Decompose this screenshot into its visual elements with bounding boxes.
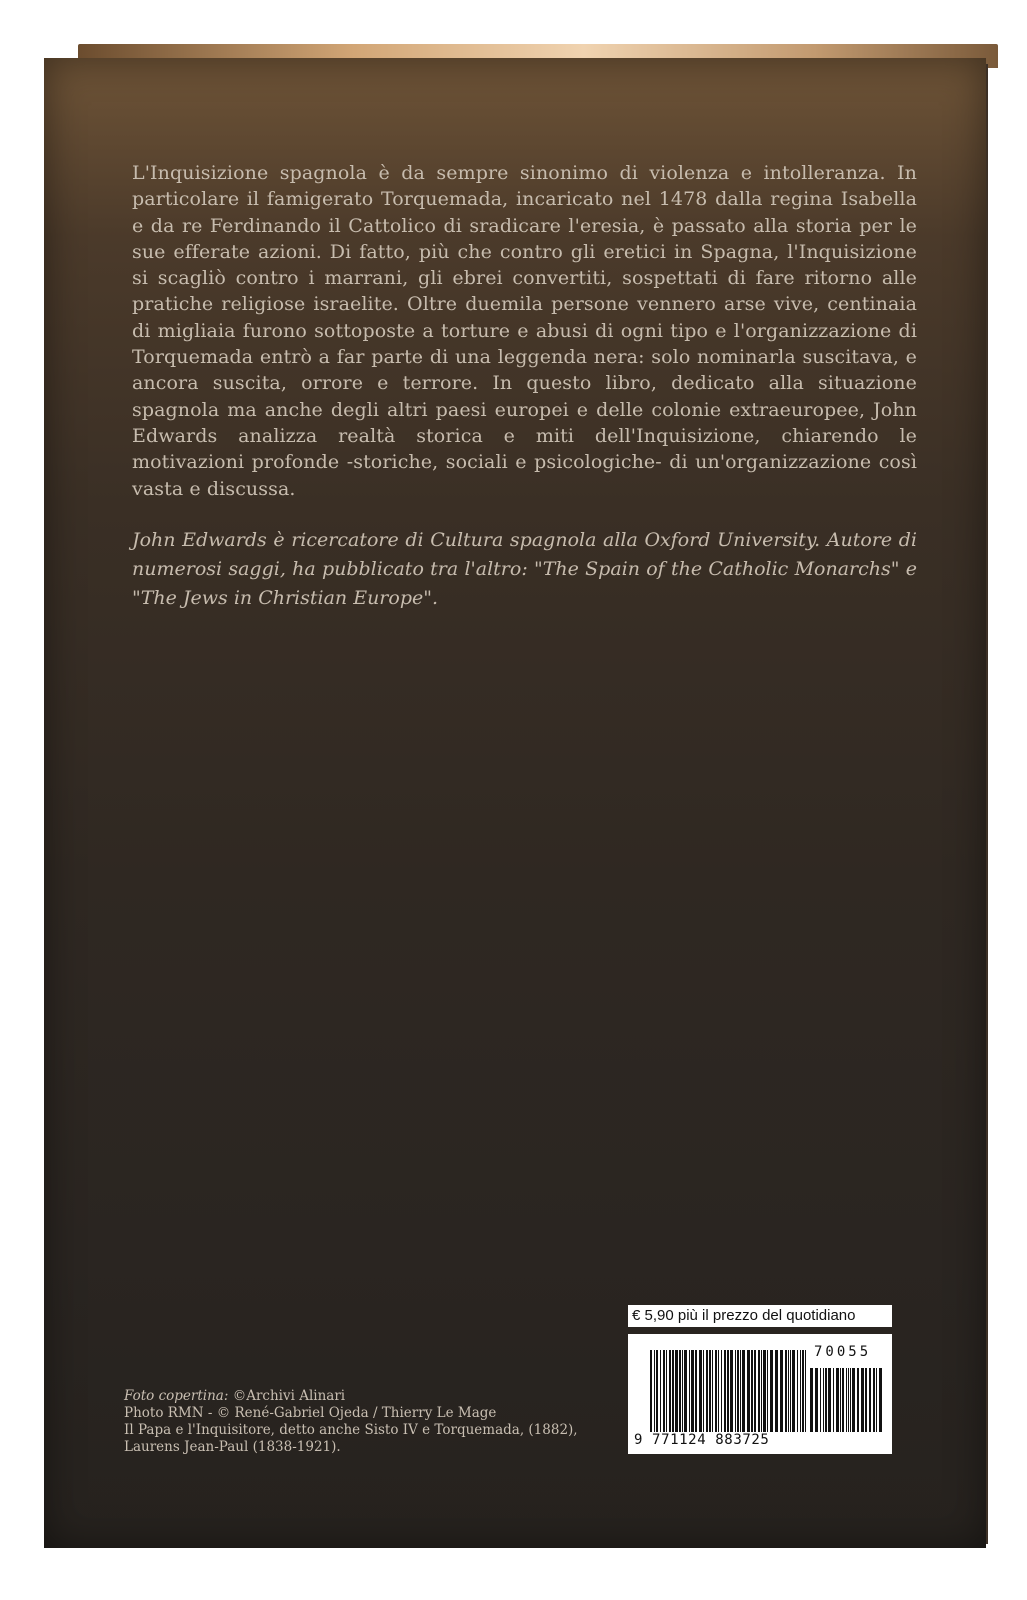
barcode-bar — [691, 1350, 694, 1432]
barcode-bar — [715, 1350, 717, 1432]
barcode-bar — [828, 1368, 831, 1432]
credits-line-3: Il Papa e l'Inquisitore, detto anche Sisto IV e Torquemada, (1882), — [124, 1422, 578, 1438]
credits-line-4: Laurens Jean-Paul (1838-1921). — [124, 1439, 341, 1455]
barcode-bar — [682, 1350, 683, 1432]
credits-label: Foto copertina: — [124, 1388, 229, 1404]
barcode-bar — [706, 1350, 708, 1432]
barcode-bar — [650, 1350, 652, 1432]
barcode-bar — [788, 1350, 789, 1432]
barcode-bar — [660, 1350, 661, 1432]
barcode-bar — [699, 1350, 702, 1432]
barcode-bar — [751, 1350, 753, 1432]
barcode-bar — [684, 1350, 687, 1432]
barcode-bar — [836, 1368, 839, 1432]
barcode-bar — [654, 1350, 655, 1432]
barcode-bar — [666, 1350, 667, 1432]
barcode-bar — [656, 1350, 658, 1432]
barcode-bar — [663, 1350, 665, 1432]
barcode-bar — [865, 1368, 867, 1432]
barcode-bar — [695, 1350, 697, 1432]
barcode-bar — [815, 1368, 818, 1432]
barcode-bar — [740, 1350, 741, 1432]
barcode-bar — [675, 1350, 678, 1432]
barcode-bar — [842, 1368, 844, 1432]
barcode-bar — [850, 1368, 851, 1432]
photo-credits — [124, 1388, 624, 1456]
credits-line-1: ©Archivi Alinari — [232, 1388, 346, 1404]
barcode-sticker — [628, 1334, 892, 1454]
barcode-bar — [805, 1350, 806, 1432]
barcode-bar — [879, 1368, 882, 1432]
blurb-paragraph: L'Inquisizione spagnola è da sempre sinonimo di violenza e intolleranza. In particolare il famigerato Torquemada, incaricato nel 1478 dalla regina Isabella e da re Ferdinando il Cattolico di sradicare l'eresia, è passato alla storia per le sue efferate azioni. Di fatto, più che contro gli eretici in Spagna, l'Inquisizione si scagliò contro i marrani, gli ebrei convertiti, sospettati di fare ritorno alle pratiche religiose israelite. Oltre duemila persone vennero arse vive, centinaia di migliaia furono sottoposte a torture e abusi di ogni tipo e l'organizzazione di Torquemada entrò a far parte di una leggenda nera: solo nominarla suscitava, e ancora suscita, orrore e terrore. In questo libro, dedicato alla situazione spagnola ma anche degli altri paesi europei e delle colonie extraeuropee, John Edwards analizza realtà storica e miti dell'Inquisizione, chiarendo le motivazioni profonde -storiche, sociali e psicologiche- di un'organizzazione così vasta e discussa. — [132, 162, 917, 500]
barcode-bar — [742, 1350, 745, 1432]
barcode-bar — [802, 1350, 804, 1432]
barcode-addon-digits: 70055 — [814, 1344, 872, 1360]
barcode-bar — [767, 1350, 768, 1432]
barcode-bar — [790, 1350, 791, 1432]
barcode-bar — [823, 1368, 824, 1432]
barcode-bar — [730, 1350, 733, 1432]
barcode-bar — [852, 1368, 855, 1432]
barcode-bar — [873, 1368, 875, 1432]
barcode-bar — [724, 1350, 726, 1432]
barcode-bar — [869, 1368, 871, 1432]
barcode-bar — [833, 1368, 834, 1432]
barcode-bar — [810, 1368, 813, 1432]
barcode-bar — [797, 1350, 798, 1432]
barcode-bar — [712, 1350, 713, 1432]
barcode-addon-icon — [810, 1368, 882, 1432]
barcode-bar — [820, 1368, 821, 1432]
barcode-bar — [825, 1368, 827, 1432]
barcode-bar — [800, 1350, 801, 1432]
barcode-bar — [846, 1368, 847, 1432]
barcode-bar — [679, 1350, 681, 1432]
barcode-bar — [861, 1368, 864, 1432]
barcode-bar — [669, 1350, 671, 1432]
barcode-bar — [754, 1350, 756, 1432]
barcode-bar — [763, 1350, 766, 1432]
barcode-bar — [703, 1350, 704, 1432]
barcode-bar — [718, 1350, 719, 1432]
barcode-bar — [758, 1350, 760, 1432]
barcode-bar — [840, 1368, 841, 1432]
credits-line-2: Photo RMN - © René-Gabriel Ojeda / Thierry Le Mage — [124, 1405, 497, 1421]
barcode-bar — [727, 1350, 729, 1432]
barcode-bar — [672, 1350, 674, 1432]
barcode-bar — [848, 1368, 849, 1432]
barcode-main-icon — [650, 1350, 808, 1432]
barcode-bar — [876, 1368, 877, 1432]
barcode-bar — [761, 1350, 762, 1432]
barcode-bar — [857, 1368, 859, 1432]
barcode-bar — [689, 1350, 690, 1432]
price-label: € 5,90 più il prezzo del quotidiano — [628, 1305, 892, 1327]
barcode-bar — [770, 1350, 773, 1432]
barcode-bar — [775, 1350, 778, 1432]
barcode-bar — [792, 1350, 795, 1432]
barcode-ean-digits: 9 771124 883725 — [634, 1432, 770, 1448]
barcode-bar — [737, 1350, 739, 1432]
barcode-bar — [785, 1350, 787, 1432]
barcode-bar — [780, 1350, 783, 1432]
barcode-bar — [735, 1350, 736, 1432]
barcode-bar — [747, 1350, 750, 1432]
barcode-bar — [709, 1350, 711, 1432]
author-bio: John Edwards è ricercatore di Cultura spagnola alla Oxford University. Autore di numerosi saggi, ha pubblicato tra l'altro: "The Spain of the Catholic Monarchs" e "The Jews in Christian Europe". — [132, 529, 917, 609]
barcode-bar — [721, 1350, 722, 1432]
